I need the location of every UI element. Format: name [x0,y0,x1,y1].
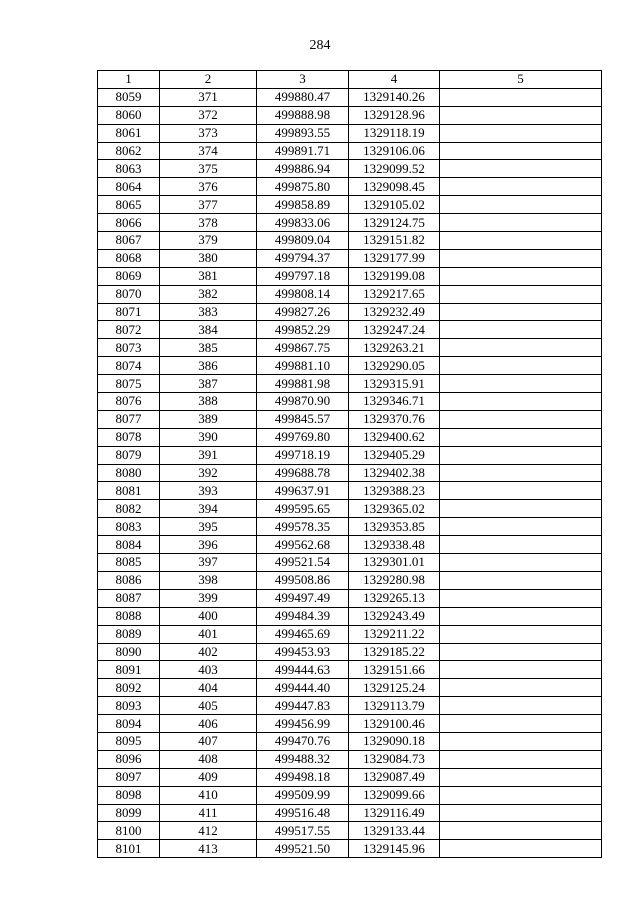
x-coordinate-cell: 499498.18 [257,768,349,786]
point-id-cell: 8088 [98,607,160,625]
y-coordinate-cell: 1329124.75 [349,214,440,232]
point-number-cell: 394 [160,500,257,518]
y-coordinate-cell: 1329140.26 [349,88,440,106]
point-number-cell: 371 [160,88,257,106]
notes-cell [440,464,602,482]
y-coordinate-cell: 1329084.73 [349,750,440,768]
y-coordinate-cell: 1329338.48 [349,536,440,554]
point-number-cell: 375 [160,160,257,178]
x-coordinate-cell: 499845.57 [257,410,349,428]
point-number-cell: 376 [160,178,257,196]
x-coordinate-cell: 499891.71 [257,142,349,160]
point-id-cell: 8098 [98,786,160,804]
notes-cell [440,249,602,267]
y-coordinate-cell: 1329106.06 [349,142,440,160]
table-row [98,178,602,196]
point-id-cell: 8093 [98,697,160,715]
table-row [98,571,602,589]
x-coordinate-cell: 499637.91 [257,482,349,500]
y-coordinate-cell: 1329125.24 [349,679,440,697]
column-header-2: 2 [160,71,257,89]
table-row [98,750,602,768]
x-coordinate-cell: 499497.49 [257,589,349,607]
notes-cell [440,232,602,250]
table-row [98,160,602,178]
notes-cell [440,321,602,339]
point-id-cell: 8082 [98,500,160,518]
point-number-cell: 399 [160,589,257,607]
notes-cell [440,357,602,375]
point-id-cell: 8076 [98,393,160,411]
x-coordinate-cell: 499453.93 [257,643,349,661]
point-id-cell: 8069 [98,267,160,285]
point-id-cell: 8075 [98,375,160,393]
table-row [98,536,602,554]
table-row [98,339,602,357]
point-id-cell: 8087 [98,589,160,607]
notes-cell [440,88,602,106]
x-coordinate-cell: 499447.83 [257,697,349,715]
y-coordinate-cell: 1329280.98 [349,571,440,589]
point-id-cell: 8094 [98,715,160,733]
table-row [98,214,602,232]
point-number-cell: 390 [160,428,257,446]
point-id-cell: 8070 [98,285,160,303]
y-coordinate-cell: 1329247.24 [349,321,440,339]
y-coordinate-cell: 1329315.91 [349,375,440,393]
point-number-cell: 408 [160,750,257,768]
point-id-cell: 8091 [98,661,160,679]
point-id-cell: 8089 [98,625,160,643]
point-number-cell: 391 [160,446,257,464]
header-row [98,71,602,89]
y-coordinate-cell: 1329199.08 [349,267,440,285]
table-row [98,482,602,500]
x-coordinate-cell: 499688.78 [257,464,349,482]
point-id-cell: 8079 [98,446,160,464]
table-row [98,232,602,250]
y-coordinate-cell: 1329185.22 [349,643,440,661]
point-id-cell: 8083 [98,518,160,536]
table-row [98,124,602,142]
point-id-cell: 8092 [98,679,160,697]
point-number-cell: 395 [160,518,257,536]
x-coordinate-cell: 499521.54 [257,554,349,572]
y-coordinate-cell: 1329365.02 [349,500,440,518]
point-id-cell: 8101 [98,840,160,858]
y-coordinate-cell: 1329116.49 [349,804,440,822]
x-coordinate-cell: 499808.14 [257,285,349,303]
notes-cell [440,554,602,572]
point-number-cell: 403 [160,661,257,679]
point-number-cell: 397 [160,554,257,572]
table-row [98,446,602,464]
table-row [98,786,602,804]
y-coordinate-cell: 1329113.79 [349,697,440,715]
y-coordinate-cell: 1329151.82 [349,232,440,250]
notes-cell [440,339,602,357]
notes-cell [440,160,602,178]
point-number-cell: 389 [160,410,257,428]
point-number-cell: 398 [160,571,257,589]
table-row [98,267,602,285]
point-number-cell: 407 [160,732,257,750]
notes-cell [440,571,602,589]
y-coordinate-cell: 1329388.23 [349,482,440,500]
notes-cell [440,536,602,554]
y-coordinate-cell: 1329243.49 [349,607,440,625]
table-row [98,518,602,536]
x-coordinate-cell: 499888.98 [257,106,349,124]
x-coordinate-cell: 499852.29 [257,321,349,339]
table-row [98,625,602,643]
point-number-cell: 380 [160,249,257,267]
notes-cell [440,786,602,804]
table-row [98,589,602,607]
table-row [98,357,602,375]
point-number-cell: 411 [160,804,257,822]
y-coordinate-cell: 1329301.01 [349,554,440,572]
table-row [98,679,602,697]
notes-cell [440,607,602,625]
table-row [98,715,602,733]
y-coordinate-cell: 1329265.13 [349,589,440,607]
column-header-1: 1 [98,71,160,89]
y-coordinate-cell: 1329402.38 [349,464,440,482]
table-row [98,822,602,840]
notes-cell [440,393,602,411]
notes-cell [440,267,602,285]
x-coordinate-cell: 499875.80 [257,178,349,196]
y-coordinate-cell: 1329290.05 [349,357,440,375]
table-row [98,106,602,124]
x-coordinate-cell: 499521.50 [257,840,349,858]
notes-cell [440,303,602,321]
notes-cell [440,697,602,715]
y-coordinate-cell: 1329098.45 [349,178,440,196]
y-coordinate-cell: 1329099.52 [349,160,440,178]
x-coordinate-cell: 499484.39 [257,607,349,625]
x-coordinate-cell: 499718.19 [257,446,349,464]
point-id-cell: 8064 [98,178,160,196]
column-header-5: 5 [440,71,602,89]
point-id-cell: 8081 [98,482,160,500]
table-row [98,303,602,321]
notes-cell [440,643,602,661]
table-row [98,607,602,625]
y-coordinate-cell: 1329087.49 [349,768,440,786]
x-coordinate-cell: 499870.90 [257,393,349,411]
y-coordinate-cell: 1329353.85 [349,518,440,536]
point-id-cell: 8099 [98,804,160,822]
notes-cell [440,768,602,786]
point-number-cell: 372 [160,106,257,124]
point-id-cell: 8071 [98,303,160,321]
point-number-cell: 388 [160,393,257,411]
table-row [98,142,602,160]
table-body [98,88,602,857]
x-coordinate-cell: 499886.94 [257,160,349,178]
point-number-cell: 406 [160,715,257,733]
x-coordinate-cell: 499893.55 [257,124,349,142]
point-number-cell: 393 [160,482,257,500]
table-row [98,196,602,214]
notes-cell [440,214,602,232]
table-row [98,393,602,411]
point-number-cell: 374 [160,142,257,160]
y-coordinate-cell: 1329370.76 [349,410,440,428]
column-header-3: 3 [257,71,349,89]
y-coordinate-cell: 1329118.19 [349,124,440,142]
table-row [98,285,602,303]
point-id-cell: 8095 [98,732,160,750]
notes-cell [440,482,602,500]
point-number-cell: 410 [160,786,257,804]
point-number-cell: 384 [160,321,257,339]
point-number-cell: 392 [160,464,257,482]
point-id-cell: 8062 [98,142,160,160]
y-coordinate-cell: 1329211.22 [349,625,440,643]
point-id-cell: 8100 [98,822,160,840]
notes-cell [440,196,602,214]
x-coordinate-cell: 499769.80 [257,428,349,446]
point-number-cell: 378 [160,214,257,232]
notes-cell [440,142,602,160]
notes-cell [440,822,602,840]
point-id-cell: 8078 [98,428,160,446]
x-coordinate-cell: 499809.04 [257,232,349,250]
column-header-4: 4 [349,71,440,89]
point-id-cell: 8061 [98,124,160,142]
x-coordinate-cell: 499456.99 [257,715,349,733]
table-row [98,554,602,572]
notes-cell [440,589,602,607]
point-id-cell: 8060 [98,106,160,124]
point-id-cell: 8067 [98,232,160,250]
point-id-cell: 8080 [98,464,160,482]
point-id-cell: 8096 [98,750,160,768]
point-number-cell: 382 [160,285,257,303]
point-number-cell: 402 [160,643,257,661]
x-coordinate-cell: 499578.35 [257,518,349,536]
x-coordinate-cell: 499833.06 [257,214,349,232]
y-coordinate-cell: 1329133.44 [349,822,440,840]
x-coordinate-cell: 499794.37 [257,249,349,267]
notes-cell [440,124,602,142]
notes-cell [440,428,602,446]
table-row [98,88,602,106]
table-row [98,732,602,750]
point-id-cell: 8073 [98,339,160,357]
table-row [98,500,602,518]
notes-cell [440,375,602,393]
x-coordinate-cell: 499827.26 [257,303,349,321]
x-coordinate-cell: 499444.63 [257,661,349,679]
notes-cell [440,732,602,750]
notes-cell [440,625,602,643]
y-coordinate-cell: 1329105.02 [349,196,440,214]
notes-cell [440,804,602,822]
x-coordinate-cell: 499470.76 [257,732,349,750]
point-id-cell: 8077 [98,410,160,428]
y-coordinate-cell: 1329099.66 [349,786,440,804]
x-coordinate-cell: 499797.18 [257,267,349,285]
notes-cell [440,285,602,303]
y-coordinate-cell: 1329145.96 [349,840,440,858]
x-coordinate-cell: 499595.65 [257,500,349,518]
y-coordinate-cell: 1329090.18 [349,732,440,750]
point-id-cell: 8066 [98,214,160,232]
table-row [98,410,602,428]
point-number-cell: 385 [160,339,257,357]
notes-cell [440,178,602,196]
x-coordinate-cell: 499517.55 [257,822,349,840]
table-row [98,428,602,446]
notes-cell [440,518,602,536]
notes-cell [440,446,602,464]
x-coordinate-cell: 499562.68 [257,536,349,554]
y-coordinate-cell: 1329151.66 [349,661,440,679]
notes-cell [440,661,602,679]
y-coordinate-cell: 1329128.96 [349,106,440,124]
table-row [98,804,602,822]
point-id-cell: 8084 [98,536,160,554]
point-number-cell: 412 [160,822,257,840]
table-row [98,768,602,786]
point-number-cell: 383 [160,303,257,321]
y-coordinate-cell: 1329232.49 [349,303,440,321]
point-number-cell: 396 [160,536,257,554]
x-coordinate-cell: 499881.10 [257,357,349,375]
point-number-cell: 404 [160,679,257,697]
point-number-cell: 409 [160,768,257,786]
table-row [98,840,602,858]
x-coordinate-cell: 499881.98 [257,375,349,393]
x-coordinate-cell: 499858.89 [257,196,349,214]
notes-cell [440,410,602,428]
point-number-cell: 379 [160,232,257,250]
table-row [98,661,602,679]
y-coordinate-cell: 1329346.71 [349,393,440,411]
point-id-cell: 8097 [98,768,160,786]
point-id-cell: 8074 [98,357,160,375]
table-row [98,375,602,393]
point-number-cell: 401 [160,625,257,643]
y-coordinate-cell: 1329217.65 [349,285,440,303]
point-number-cell: 386 [160,357,257,375]
table-row [98,321,602,339]
point-number-cell: 400 [160,607,257,625]
notes-cell [440,750,602,768]
point-id-cell: 8086 [98,571,160,589]
point-number-cell: 373 [160,124,257,142]
point-number-cell: 405 [160,697,257,715]
page-number: 284 [309,38,331,53]
y-coordinate-cell: 1329177.99 [349,249,440,267]
point-id-cell: 8063 [98,160,160,178]
notes-cell [440,500,602,518]
notes-cell [440,106,602,124]
x-coordinate-cell: 499444.40 [257,679,349,697]
x-coordinate-cell: 499508.86 [257,571,349,589]
y-coordinate-cell: 1329400.62 [349,428,440,446]
table-row [98,464,602,482]
x-coordinate-cell: 499867.75 [257,339,349,357]
x-coordinate-cell: 499880.47 [257,88,349,106]
table-row [98,643,602,661]
coordinates-table [97,70,602,858]
point-id-cell: 8085 [98,554,160,572]
point-id-cell: 8090 [98,643,160,661]
point-number-cell: 377 [160,196,257,214]
point-id-cell: 8059 [98,88,160,106]
notes-cell [440,679,602,697]
point-id-cell: 8065 [98,196,160,214]
y-coordinate-cell: 1329100.46 [349,715,440,733]
x-coordinate-cell: 499488.32 [257,750,349,768]
point-number-cell: 413 [160,840,257,858]
point-id-cell: 8072 [98,321,160,339]
notes-cell [440,840,602,858]
x-coordinate-cell: 499465.69 [257,625,349,643]
table-row [98,249,602,267]
table-row [98,697,602,715]
y-coordinate-cell: 1329405.29 [349,446,440,464]
point-number-cell: 381 [160,267,257,285]
notes-cell [440,715,602,733]
x-coordinate-cell: 499516.48 [257,804,349,822]
y-coordinate-cell: 1329263.21 [349,339,440,357]
x-coordinate-cell: 499509.99 [257,786,349,804]
point-id-cell: 8068 [98,249,160,267]
point-number-cell: 387 [160,375,257,393]
